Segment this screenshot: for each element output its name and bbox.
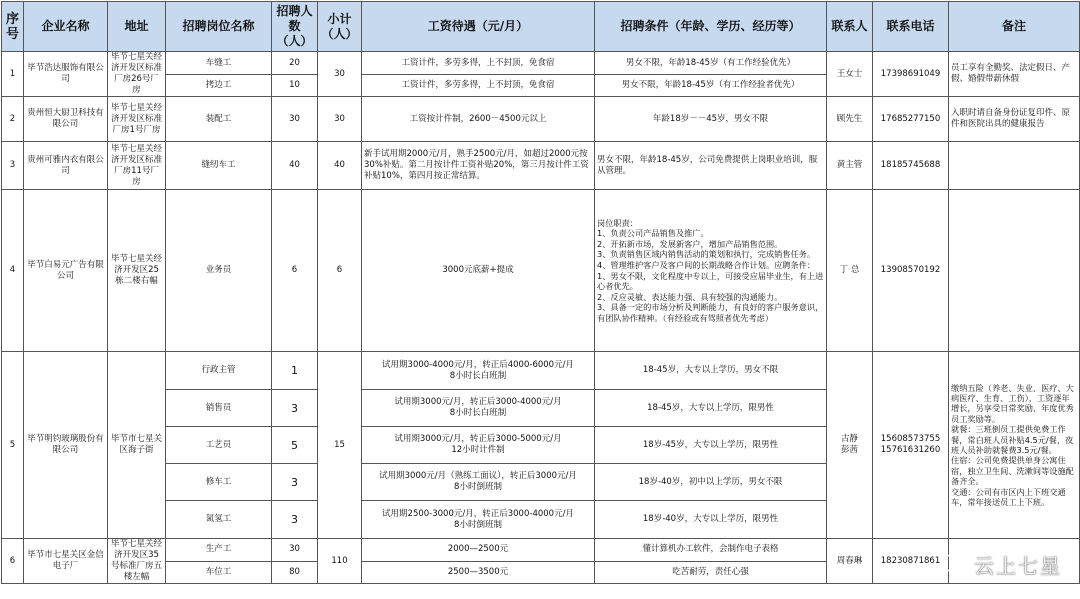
job-position: 业务员 [166,190,272,352]
job-salary: 试用期3000元/月，转正后3000-4000元/月 8小时长白班制 [362,390,595,427]
row-subtotal: 30 [318,97,362,142]
job-conditions: 18岁-45岁，大专以上学历，限男性 [595,427,827,464]
header-company: 企业名称 [24,2,108,52]
job-salary: 3000元底薪+提成 [362,190,595,352]
job-conditions: 男女不限，年龄18-45岁，公司免费提供上岗职业培训，服从管理。 [595,142,827,190]
header-subtotal: 小计（人） [318,2,362,52]
contact-phone: 18185745688 [873,142,949,190]
company-address: 毕节七星关经济开发区标准厂房11号厂房 [108,142,166,190]
company-name: 贵州可雅内衣有限公司 [24,142,108,190]
contact-phone: 18230871861 [873,539,949,584]
recruitment-table [1,1,1080,584]
table-row [2,97,1080,142]
job-position: 拷边工 [166,75,272,97]
row-remark [949,539,1080,584]
job-conditions: 18岁-40岁，大专以上学历，限男性 [595,501,827,539]
job-conditions: 18岁-40岁，初中以上学历，男女不限 [595,464,827,501]
company-address: 毕节七星关经济开发区25栋二楼右幅 [108,190,166,352]
job-position: 缝纫车工 [166,142,272,190]
job-salary: 2000—2500元 [362,539,595,562]
header-contact: 联系人 [827,2,873,52]
header-conditions: 招聘条件（年龄、学历、经历等） [595,2,827,52]
job-count: 1 [272,352,318,390]
table-row [2,190,1080,352]
job-position: 装配工 [166,97,272,142]
table-row [2,352,1080,390]
job-conditions: 男女不限，年龄18-45岁（有工作经验优先） [595,52,827,75]
company-name: 毕节白易元广告有限公司 [24,190,108,352]
company-address: 毕节七星关经济开发区标准厂房1号厂房 [108,97,166,142]
header-position: 招聘岗位名称 [166,2,272,52]
job-count: 30 [272,539,318,562]
row-remark [949,142,1080,190]
row-seq: 4 [2,190,24,352]
header-salary: 工资待遇（元/月） [362,2,595,52]
header-phone: 联系电话 [873,2,949,52]
contact-phone: 17685277150 [873,97,949,142]
job-salary: 试用期2500-3000元/月，转正后3000-4000元/月 8小时倒班制 [362,501,595,539]
job-salary: 试用期3000-4000元/月，转正后4000-6000元/月 8小时长白班制 [362,352,595,390]
job-salary: 工资计件，多劳多得，上不封顶，免食宿 [362,75,595,97]
job-position: 车缝工 [166,52,272,75]
job-count: 30 [272,97,318,142]
row-subtotal: 6 [318,190,362,352]
company-address: 毕节市七星关区海子街 [108,352,166,539]
company-name: 毕节市七星关区金信电子厂 [24,539,108,584]
contact-person: 黄主管 [827,142,873,190]
header-address: 地址 [108,2,166,52]
contact-phone: 13908570192 [873,190,949,352]
row-subtotal: 15 [318,352,362,539]
job-position: 修车工 [166,464,272,501]
row-remark [949,190,1080,352]
table-row [2,539,1080,562]
job-conditions: 18-45岁，大专以上学历，男女不限 [595,352,827,390]
job-count: 5 [272,427,318,464]
job-position: 氮氢工 [166,501,272,539]
job-count: 3 [272,464,318,501]
header-count: 招聘人数（人） [272,2,318,52]
header-seq: 序号 [2,2,24,52]
row-subtotal: 30 [318,52,362,97]
row-seq: 5 [2,352,24,539]
contact-phone: 15608573755 15761631260 [873,352,949,539]
job-conditions: 男女不限，年龄18-45岁（有工作经验者优先） [595,75,827,97]
company-name: 毕节明钧玻璃股份有限公司 [24,352,108,539]
job-conditions: 岗位职责： 1、负责公司产品销售及推广。 2、开拓新市场，发展新客户，增加产品销售范围。 3、负责销售区域内销售活动的策划和执行，完成销售任务。 4、管理维护客户及客户间的长期战略合作计划。应聘条件： 1、男女不限，文化程度中专以上，可接受应届毕业生，有上进心者优先。 2、反应灵敏、表达能力强、具有较强的沟通能力。 3、具备一定的市场分析及判断能力，有良好的客户服务意识，有团队协作精神。（有经验或有驾照者优先考虑） [595,190,827,352]
job-count: 3 [272,390,318,427]
contact-person: 古静 彭茜 [827,352,873,539]
job-position: 行政主管 [166,352,272,390]
job-salary: 工资计件，多劳多得，上不封顶，免食宿 [362,52,595,75]
contact-person: 顾先生 [827,97,873,142]
contact-person: 丁 总 [827,190,873,352]
job-count: 10 [272,75,318,97]
row-seq: 3 [2,142,24,190]
row-remark: 入职时请自备身份证复印件、原件和医院出具的健康报告 [949,97,1080,142]
job-salary: 2500—3500元 [362,561,595,584]
row-subtotal: 110 [318,539,362,584]
job-count: 6 [272,190,318,352]
job-salary: 试用期3000元/月，转正后3000-5000元/月 12小时计件制 [362,427,595,464]
job-count: 40 [272,142,318,190]
row-subtotal: 40 [318,142,362,190]
contact-person: 王女士 [827,52,873,97]
job-position: 工艺员 [166,427,272,464]
watermark-text: 云上七星 [974,554,1062,578]
table-row [2,52,1080,75]
job-conditions: 吃苦耐劳，责任心强 [595,561,827,584]
job-conditions: 年龄18岁－－45岁，男女不限 [595,97,827,142]
row-seq: 2 [2,97,24,142]
job-position: 车位工 [166,561,272,584]
job-count: 3 [272,501,318,539]
row-remark: 缴纳五险（养老、失业、医疗、大病医疗、生育、工伤），工资逐年增长，另享受日常奖励、年度优秀员工奖励等。 就餐：三班倒员工提供免费工作餐，常白班人员补贴4.5元/餐，夜班人员补助就餐费3.5元/餐。 住宿：公司免费提供单身公寓住宿，独立卫生间、洗漱间等设施配备齐全。 交通：公司有市区内上下班交通车，常年接送员工上下班。 [949,352,1080,539]
company-name: 贵州恒大厨卫科技有限公司 [24,97,108,142]
job-salary: 新手试用期2000元/月，熟手2500元/月，如超过2000元按30%补贴。第二月按计件工资补贴20%，第三月按计件工资补贴10%，第四月按正常结算。 [362,142,595,190]
header-remark: 备注 [949,2,1080,52]
company-address: 毕节七星关经济开发区35号标准厂房五楼左幅 [108,539,166,584]
company-name: 毕节浩达服饰有限公司 [24,52,108,97]
company-address: 毕节七星关经济开发区标准厂房26号厂房 [108,52,166,97]
job-conditions: 懂计算机办工软件，会制作电子表格 [595,539,827,562]
job-position: 销售员 [166,390,272,427]
contact-phone: 17398691049 [873,52,949,97]
job-conditions: 18-45岁，大专以上学历，限男性 [595,390,827,427]
row-seq: 6 [2,539,24,584]
job-count: 20 [272,52,318,75]
job-salary: 试用期3000元/月（熟练工面议），转正后3000元/月 8小时倒班制 [362,464,595,501]
job-position: 生产工 [166,539,272,562]
row-seq: 1 [2,52,24,97]
job-salary: 工资按计件制，2600－4500元以上 [362,97,595,142]
contact-person: 周春琳 [827,539,873,584]
row-remark: 员工享有全勤奖、法定假日、产假、婚假带薪休假 [949,52,1080,97]
table-row [2,142,1080,190]
job-count: 80 [272,561,318,584]
